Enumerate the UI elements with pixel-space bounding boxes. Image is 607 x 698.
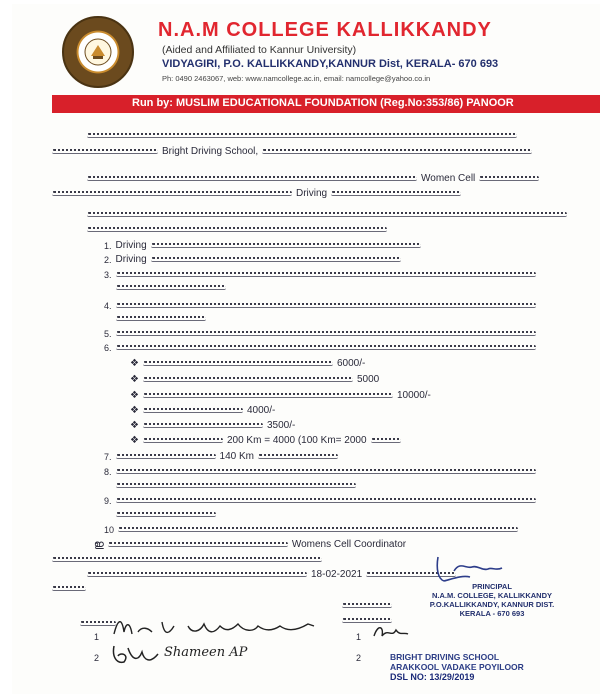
item-3-cont (116, 283, 226, 292)
para2-line2 (52, 189, 461, 198)
affiliation-text: (Aided and Affiliated to Kannur University) (162, 44, 357, 56)
principal-seal: PRINCIPAL N.A.M. COLLEGE, KALLIKKANDY P.O.KALLIKKANDY, KANNUR DIST. KERALA - 670 693 (429, 582, 555, 618)
item-5: 5. (104, 329, 536, 338)
para3-line1 (87, 210, 567, 219)
item-8: 8. (104, 467, 536, 476)
item-2: 2. Driving (104, 255, 401, 264)
contact-line: Ph: 0490 2463067, web: www.namcollege.ac.in, email: namcollege@yahoo.co.in (162, 74, 431, 83)
agreement-date: 18-02-2021 (311, 569, 363, 580)
item-9: 9. (104, 496, 536, 505)
college-emblem-icon (62, 16, 134, 88)
para2-line1 (87, 174, 539, 183)
fee-car-license-only: ❖ 4000/- (130, 405, 276, 416)
witness-1-number: 1 (94, 632, 100, 642)
driving-school-signature-icon (370, 620, 410, 644)
para1-line2 (52, 147, 532, 156)
coordinator-title: Womens Cell Coordinator (291, 539, 407, 550)
para3-line2 (87, 225, 387, 234)
party-sign-2-number: 2 (356, 653, 362, 663)
item-7: 7. 140 Km (104, 452, 338, 461)
fee-car-and-two-wheeler: ❖ 10000/- (130, 390, 431, 401)
run-by-banner: Run by: MUSLIM EDUCATIONAL FOUNDATION (Reg.No:353/86) PANOOR (52, 95, 600, 113)
school-name-inline: Bright Driving School, (162, 146, 259, 157)
coordinator-line-2 (52, 555, 322, 564)
college-name: N.A.M COLLEGE KALLIKKANDY (158, 19, 492, 41)
item-3: 3. (104, 270, 536, 279)
coordinator-line: ഇ Womens Cell Coordinator (94, 539, 407, 550)
item-4-cont (116, 314, 206, 323)
witness-2-number: 2 (94, 653, 100, 663)
witness-2-signature: Shameen AP (164, 645, 248, 660)
item-9-cont (116, 510, 216, 519)
party-1-label (342, 601, 392, 610)
party-sign-1-number: 1 (356, 632, 362, 642)
item-10: 10 (104, 525, 518, 534)
fee-two-wheeler-license-only: ❖ 3500/- (130, 420, 296, 431)
fee-car-training-km: ❖ 200 Km = 4000 (100 Km= 2000 (130, 436, 401, 445)
para1-line1 (87, 131, 517, 140)
fee-two-wheeler-training-license: ❖ 5000 (130, 374, 380, 385)
driving-school-seal: BRIGHT DRIVING SCHOOL ARAKKOOL VADAKE POYILOOR DSL NO: 13/29/2019 (390, 652, 524, 682)
document-page (12, 4, 600, 694)
item-6: 6. (104, 343, 536, 352)
date-line (87, 570, 456, 579)
item-1: 1. Driving (104, 241, 421, 250)
college-address: VIDYAGIRI, P.O. KALLIKKANDY,KANNUR Dist, KERALA- 670 693 (162, 58, 499, 70)
item-4: 4. (104, 301, 536, 310)
witness-2-initials-icon (108, 640, 168, 668)
fee-car-training-license: ❖ 6000/- (130, 358, 366, 369)
item-8-cont (116, 481, 356, 490)
driving-inline: Driving (296, 188, 328, 199)
date-line-2 (52, 584, 86, 593)
women-cell-inline: Women Cell (421, 173, 476, 184)
